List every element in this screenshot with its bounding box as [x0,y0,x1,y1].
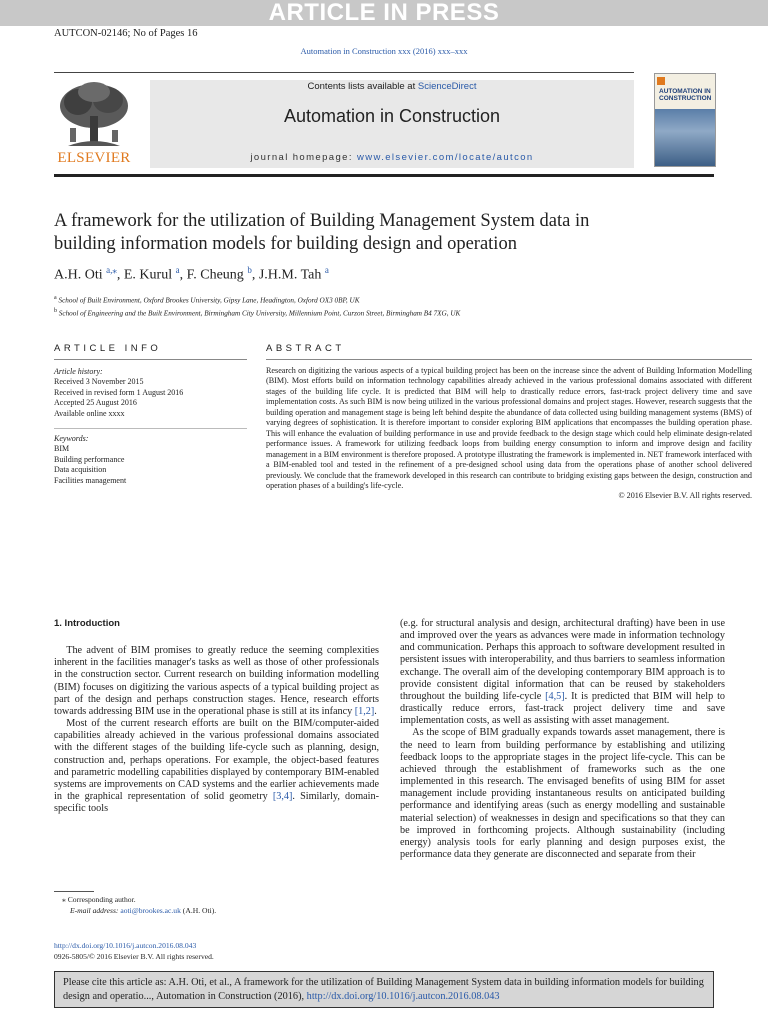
cover-logo-icon [657,77,665,85]
header-bottom-rule [54,174,714,177]
body-left-column [54,618,379,815]
footnote-rule [54,891,94,892]
keywords-rule [54,428,247,429]
keywords [54,434,247,486]
article-history [54,367,247,419]
corresponding-author-note: ⁎ Corresponding author. [62,895,136,904]
author-name: J.H.M. Tah [258,267,322,283]
issn-line: 0926-5805/© 2016 Elsevier B.V. All rights reserved. [54,952,214,961]
affiliations [54,293,460,320]
abstract-rule [266,359,752,360]
citation-ref[interactable]: [4,5] [545,690,565,702]
author-affil-sup[interactable]: a [324,265,329,275]
doi-link[interactable]: http://dx.doi.org/10.1016/j.autcon.2016.08.043 [54,941,197,950]
title-line-2: building information models for building design and operation [54,234,517,254]
paragraph: Most of the current research efforts are built on the BIM/computer-aided capabilities already achieved in the various professional domains associated with the different stages of the building life-cycle such as planning, design, construction and, perhaps operations. For example, the object-based features and parametric modelling capabilities displayed by contemporary BIM-enabled systems are improvements on CAD systems and the earlier achievements made in the graphical representation of solid geometry [3,4]. Similarly, domain-specific tools [54,718,379,815]
author-affil-sup[interactable]: a, [106,265,113,275]
keyword-item: Facilities management [54,475,127,485]
elsevier-wordmark: ELSEVIER [57,150,131,166]
paragraph: The advent of BIM promises to greatly reduce the seeming complexities inherent in the facilities manager's tasks as well as those of other professionals in the construction sector. Current research on building information modelling (BIM) focuses on digitizing the various aspects of a typical building project as part of the design and perhaps construction stages. Hence, research efforts towards addressing BIM use in the operational phase is still at its infancy [1,2]. [54,645,379,717]
abstract-text: Research on digitizing the various aspects of a typical building project has been on the increase since the advent of Building Information Modelling (BIM). Most efforts build on information technology capabilities already achieved in the various professional domains associated with different stages of the building life cycle. It is predicted that BIM will help to drastically reduce errors, fast-track project delivery time and save implementation costs. As such BIM is now being utilized in the various professional domains and project stages. However, research suggests that the building operation and management stage is being left behind despite the abundance of data collected using building management systems (BMS) of varying degrees of sophistication. It is therefore important to consider exploring BIM applications that encompasses the building operation phase. This will enhance the evaluation of building performance in use and provide feedback to the design stage which could help eliminate design-related performance issues. A framework for utilizing feedback loops from building energy consumption to inform and improve design and facility management in a BIM environment is therefore proposed. A prototype illustrating the framework is implemented in. NET framework interfaced with a BIM-enabled tool and tested in the refinement of a pre-designed school using data from the operations phase of another school delivered previously. We conclude that the framework developed in this research can contribute to bridging existing gaps between the design, construction and operation phases of a building's life-cycle. [266,366,752,490]
tree-icon [54,80,134,150]
author-name: F. Cheung [186,267,244,283]
doi-block [54,940,214,962]
citation-doi-link[interactable]: http://dx.doi.org/10.1016/j.autcon.2016.08.043 [306,990,500,1002]
history-item: Received 3 November 2015 [54,377,144,387]
contents-line [150,81,634,92]
journal-cover-thumbnail[interactable] [654,73,716,167]
sciencedirect-link[interactable]: ScienceDirect [417,81,477,92]
contents-prefix: Contents lists available at [307,81,418,92]
history-item: Available online xxxx [54,408,125,418]
homepage-prefix: journal homepage: [250,152,357,163]
article-info-rule [54,359,247,360]
paragraph: (e.g. for structural analysis and design, architectural drafting) have been in use and improved over the years as advances were made in information technology and communication. Perhaps this approach to software development resulted in persistent issues with interoperability, and thus barriers to seamless information exchange. The overall aim of the developing contemporary BIM approach is to provide consistent digital information that can be reused by stakeholders throughout the building life-cycle [4,5]. It is predicted that BIM will help to drastically reduce errors, fast-track project delivery time and save implementation costs, as well as assisting with asset management. [400,618,725,727]
journal-ref-link[interactable]: Automation in Construction xxx (2016) xxx–xxx [300,46,468,56]
paper-title [54,210,694,256]
author-name: A.H. Oti [54,267,103,283]
abstract-body [266,366,752,502]
history-label: Article history: [54,367,103,376]
cover-title [659,88,713,102]
abstract-caption: ABSTRACT [266,343,345,354]
footnotes [62,894,216,916]
journal-reference [0,46,768,56]
keyword-item: Building performance [54,454,125,464]
journal-homepage [150,152,634,163]
citation-text: Please cite this article as: A.H. Oti, et al., A framework for the utilization of Building Management System data in building information models for building design and operatio..., Automation in Construction (2016), [63,977,704,1002]
keyword-item: Data acquisition [54,465,107,475]
article-info-caption: ARTICLE INFO [54,343,162,354]
homepage-link[interactable]: www.elsevier.com/locate/autcon [356,152,534,163]
cover-title-line1: AUTOMATION IN [659,88,711,95]
author-name: E. Kurul [123,267,173,283]
article-code: AUTCON-02146; No of Pages 16 [54,28,198,39]
journal-title: Automation in Construction [283,106,501,126]
section-heading-introduction: 1. Introduction [54,618,120,629]
header-top-rule [54,72,634,73]
keywords-label: Keywords: [54,434,89,443]
history-item: Received in revised form 1 August 2016 [54,387,184,397]
corresponding-mark[interactable]: ⁎ [112,265,117,275]
article-in-press-banner [0,0,768,26]
author-list: A.H. Oti $^{a,⁎}$, E. Kurul $^a$, F. Cheung $^b$, J.H.M. Tah $^a$ [54,265,329,283]
journal-header-box [150,80,634,168]
title-line-1: A framework for the utilization of Building Management System data in [54,211,590,231]
banner-text: ARTICLE IN PRESS [268,0,500,26]
author-affil-sup[interactable]: a [175,265,180,275]
email-link[interactable]: aoti@brookes.ac.uk [120,906,181,915]
author-affil-sup[interactable]: b [247,265,252,275]
affiliation-item: $^b$ School of Engineering and the Built Environment, Birmingham City University, Millennium Point, Curzon Street, Birmingham B4 7XG, UK [54,308,461,318]
citation-ref[interactable]: [3,4] [272,791,293,803]
email-note: E-mail address: aoti@brookes.ac.uk (A.H. Oti). [70,906,217,915]
history-item: Accepted 25 August 2016 [54,398,137,408]
copyright-line: © 2016 Elsevier B.V. All rights reserved. [618,491,752,501]
cover-title-line2: CONSTRUCTION [659,95,712,102]
citation-ref[interactable]: [1,2] [354,705,375,717]
keyword-item: BIM [54,444,70,454]
citation-box [54,971,714,1008]
paragraph: As the scope of BIM gradually expands towards asset management, there is the need to learn from building performance by establishing and utilizing feedback loops to the appropriate stages in the project life-cycle. This can be achieved through the establishment of frameworks such as the one implemented in this research. The envisaged benefits of using BIM for asset management include providing instantaneous results on anticipated building performance and identifying areas (such as energy modelling and sustainable material selection) of weaknesses in design and specifications so that they can be improved in forthcoming projects. Although sustainability (including energy) analysis tools for early planning and design purposes exist, the performance data they generate are disconnected and separate from their [400,727,725,860]
affiliation-item: $^a$ School of Built Environment, Oxford Brookes University, Gipsy Lane, Headington, Oxford OX3 0BP, UK [54,295,360,305]
body-right-column [400,618,725,861]
